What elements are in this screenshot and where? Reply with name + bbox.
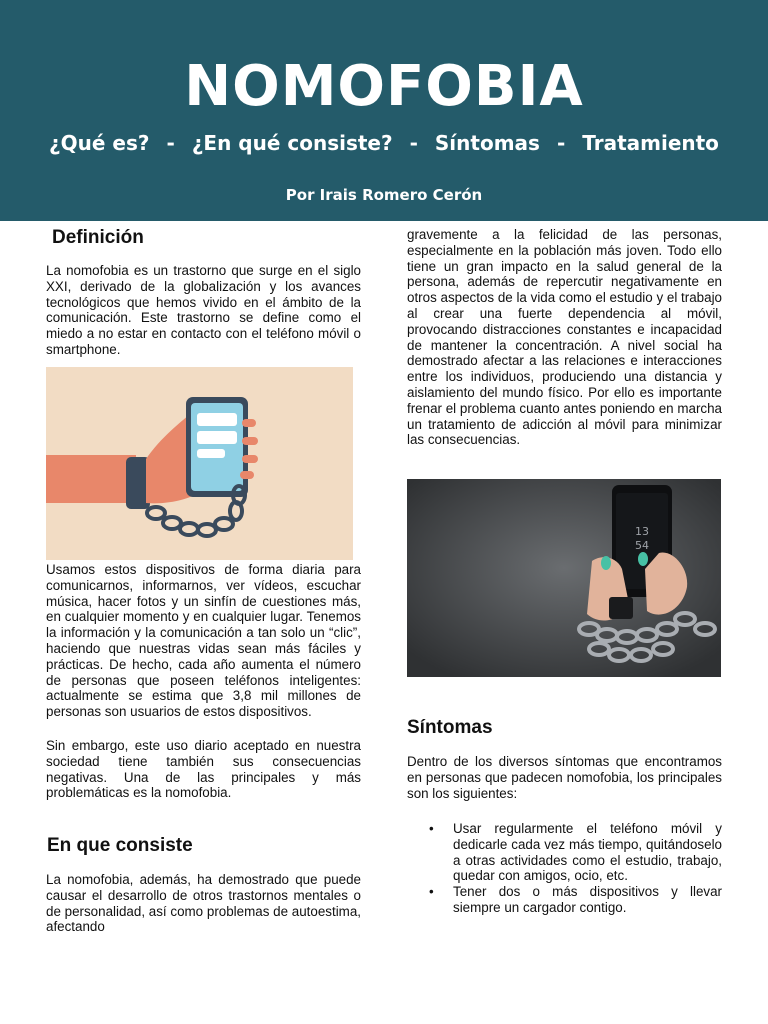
topic-separator: -	[409, 131, 418, 155]
heading-definicion: Definición	[52, 227, 144, 248]
consiste-paragraph-1: La nomofobia, además, ha demostrado que puede causar el desarrollo de otros trastornos mentales o de personalidad, así como problemas de autoestima, afectando	[46, 872, 361, 935]
phone-clock-minute: 54	[635, 539, 649, 552]
consiste-paragraph-2: gravemente a la felicidad de las personas, especialmente en la población más joven. Todo ello tiene un gran impacto en la salud general de la persona, además de repercutir negativamente en otros aspectos de la vida como el estudio y el trabajo al crear una fuerte dependencia al móvil, provocando distracciones constantes e incapacidad de mantener la concentración. A nivel social ha demostrado afectar a las relaciones e interacciones entre los individuos, produciendo una distancia y aislamiento del mundo físico. Por ello es importante frenar el problema cuanto antes poniendo en marcha un tratamiento de adicción al móvil para minimizar las consecuencias.	[407, 227, 722, 448]
heading-en-que-consiste: En que consiste	[47, 835, 193, 856]
topic-en-que-consiste: ¿En qué consiste?	[191, 131, 393, 155]
photo-chained-hands-phone	[407, 479, 721, 677]
definicion-paragraph-3: Sin embargo, este uso diario aceptado en nuestra sociedad tiene también sus consecuencias negativas. Una de las principales y más problemáticas es la nomofobia.	[46, 738, 361, 801]
author-byline: Por Irais Romero Cerón	[285, 186, 483, 204]
definicion-paragraph-1: La nomofobia es un trastorno que surge en el siglo XXI, derivado de la globalización y los avances tecnológicos que hemos vivido en el ámbito de la comunicación. Este trastorno se define como el miedo a no estar en contacto con el teléfono móvil o smartphone.	[46, 263, 361, 357]
definicion-paragraph-2: Usamos estos dispositivos de forma diaria para comunicarnos, informarnos, ver vídeos, escuchar música, hacer fotos y un sinfín de cuestiones más, en cualquier momento y en cualquier lugar. Tenemos la información y la comunicación a tan solo un “clic”, haciendo que nuestras vidas sean más fáciles y prácticas. De hecho, cada año aumenta el número de personas que poseen teléfonos inteligentes: actualmente se estima que 3,8 mil millones de personas son usuarios de estos dispositivos.	[46, 562, 361, 720]
subtitle-topics	[0, 131, 768, 155]
list-item: • Tener dos o más dispositivos y llevar siempre un cargador contigo.	[407, 884, 722, 916]
chained-hands-photo	[407, 479, 721, 677]
header-banner	[0, 0, 768, 221]
chained-hand-illustration	[46, 367, 353, 560]
heading-sintomas: Síntomas	[407, 717, 493, 738]
phone-clock-hour: 13	[635, 525, 649, 538]
list-item: • Usar regularmente el teléfono móvil y dedicarle cada vez más tiempo, quitándoselo a otras actividades como el estudio, trabajo, quedar con amigos, ocio, etc.	[407, 821, 722, 884]
sintomas-intro: Dentro de los diversos síntomas que encontramos en personas que padecen nomofobia, los principales son los siguientes:	[407, 754, 722, 801]
page-title: NOMOFOBIA	[184, 54, 584, 119]
topic-tratamiento: Tratamiento	[582, 131, 719, 155]
illustration-hand-chained-phone	[46, 367, 353, 560]
topic-sintomas: Síntomas	[434, 131, 540, 155]
topic-que-es: ¿Qué es?	[49, 131, 150, 155]
topic-separator: -	[166, 131, 175, 155]
sintomas-list	[407, 821, 722, 916]
topic-separator: -	[556, 131, 566, 155]
